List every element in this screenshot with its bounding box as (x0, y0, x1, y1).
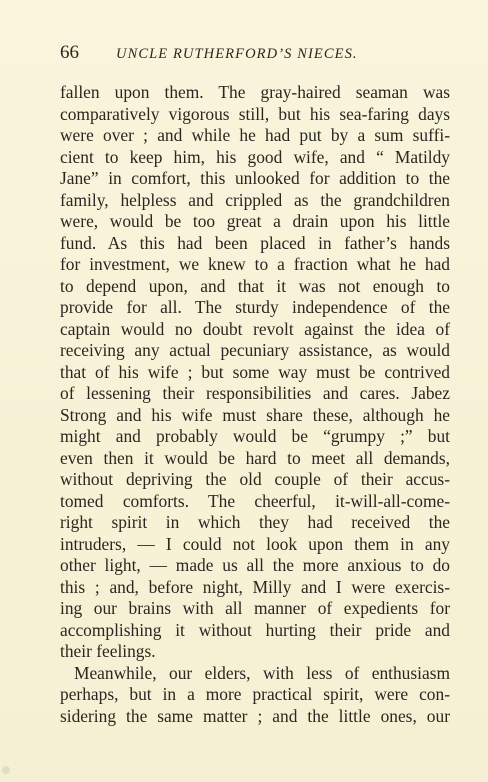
paragraph-start-line: Meanwhile, our elders, with less of enthusiasm (74, 662, 450, 683)
text-line: captain would no doubt revolt against the idea of (60, 318, 450, 339)
text-line: were over ; and while he had put by a sum suffi- (60, 125, 450, 145)
text-line: without depriving the old couple of their accus- (60, 469, 450, 489)
text-line: might and probably would be “grumpy ;” but (60, 426, 450, 446)
text-line: accomplishing it without hurting their pride and (60, 619, 450, 640)
text-line: other light, — made us all the more anxious to do (60, 555, 450, 575)
text-line: for investment, we knew to a fraction what he had (60, 254, 450, 274)
text-line: to depend upon, and that it was not enough to (60, 275, 450, 296)
text-line: receiving any actual pecuniary assistance, as would (60, 340, 450, 360)
text-line: of lessening their responsibilities and cares. Jabez (60, 383, 450, 403)
text-line: tomed comforts. The cheerful, it-will-all-come- (60, 490, 450, 511)
text-line: even then it would be hard to meet all demands, (60, 447, 450, 468)
text-line: fallen upon them. The gray-haired seaman was (60, 82, 450, 102)
text-line: perhaps, but in a more practical spirit, were con- (60, 684, 450, 704)
text-line: ing our brains with all manner of expedients for (60, 598, 450, 618)
text-line: this ; and, before night, Milly and I were exercis- (60, 576, 450, 597)
paragraph-end-line: their feelings. (60, 641, 156, 661)
text-line: provide for all. The sturdy independence of the (60, 297, 450, 317)
text-line: Strong and his wife must share these, although he (60, 404, 450, 425)
text-line: right spirit in which they had received the (60, 512, 450, 532)
text-line: comparatively vigorous still, but his sea-faring days (60, 103, 450, 124)
text-line: family, helpless and crippled as the grandchildren (60, 189, 450, 210)
text-line: intruders, — I could not look upon them in any (60, 533, 450, 554)
text-line: that of his wife ; but some way must be contrived (60, 361, 450, 382)
running-title: UNCLE RUTHERFORD’S NIECES. (116, 46, 358, 62)
text-line: Jane” in comfort, this unlooked for addition to the (60, 168, 450, 188)
page-header (60, 42, 450, 64)
page-number: 66 (60, 42, 79, 63)
text-line: fund. As this had been placed in father’s hands (60, 232, 450, 253)
text-line: cient to keep him, his good wife, and “ Matildy (60, 146, 450, 167)
text-line: sidering the same matter ; and the little ones, our (60, 705, 450, 726)
paper-smudge (2, 766, 10, 774)
text-line: were, would be too great a drain upon his little (60, 211, 450, 231)
